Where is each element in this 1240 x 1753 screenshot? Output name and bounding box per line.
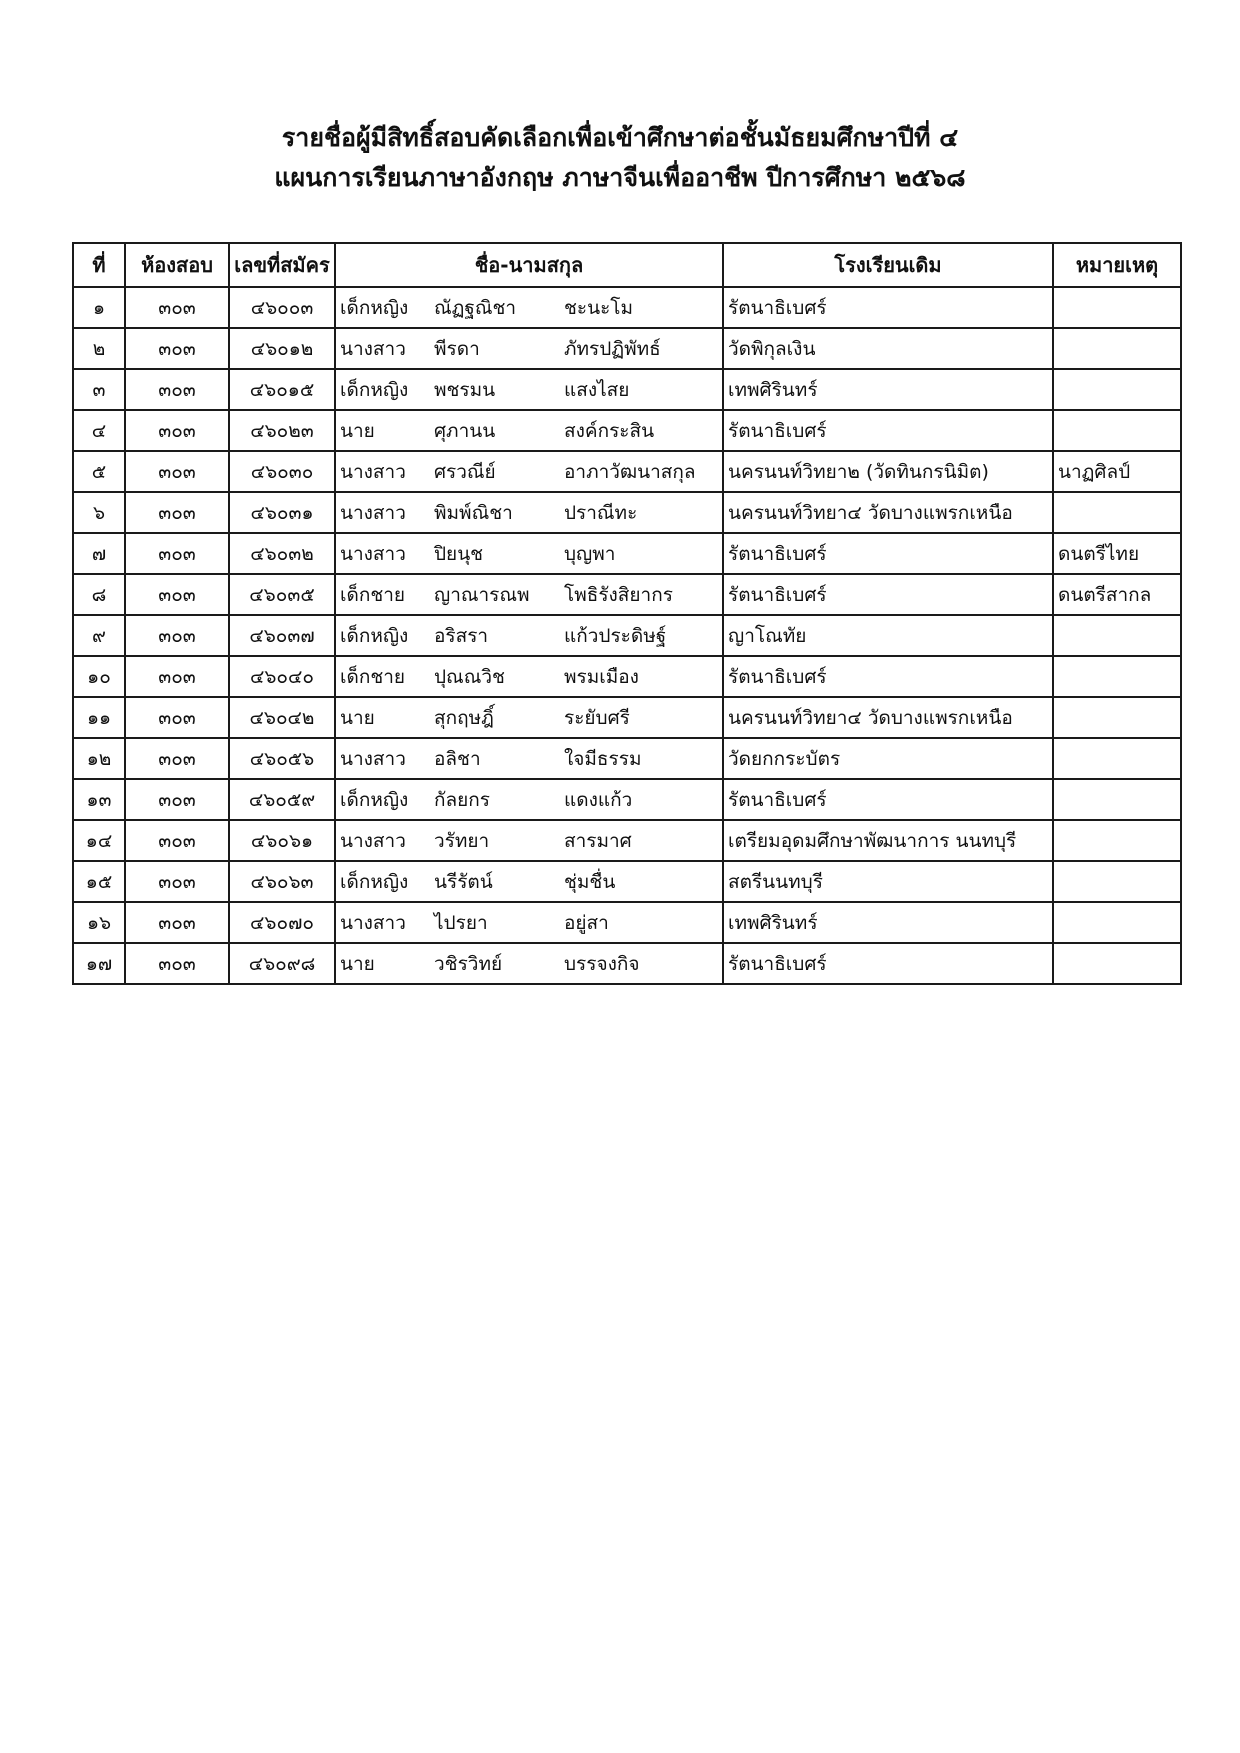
first-name: วรัทยา xyxy=(434,829,490,852)
cell-note xyxy=(1053,492,1181,533)
last-name: แสงไสย xyxy=(564,378,630,401)
last-name: บุญพา xyxy=(564,542,616,565)
last-name: ชุ่มชื่น xyxy=(564,870,616,893)
cell-no: ๑ xyxy=(73,287,125,328)
cell-name xyxy=(335,492,723,533)
table-row xyxy=(73,902,1181,943)
cell-no: ๑๖ xyxy=(73,902,125,943)
last-name: อยู่สา xyxy=(564,911,609,934)
title-line-1: รายชื่อผู้มีสิทธิ์สอบคัดเลือกเพื่อเข้าศึกษาต่อชั้นมัธยมศึกษาปีที่ ๔ xyxy=(281,123,959,152)
last-name: ชะนะโม xyxy=(564,296,634,319)
table-row xyxy=(73,533,1181,574)
cell-no: ๒ xyxy=(73,328,125,369)
cell-note xyxy=(1053,779,1181,820)
cell-room: ๓๐๓ xyxy=(125,574,229,615)
cell-room: ๓๐๓ xyxy=(125,902,229,943)
cell-note: ดนตรีสากล xyxy=(1053,574,1181,615)
first-name: ณัฏฐณิชา xyxy=(434,296,517,319)
cell-room: ๓๐๓ xyxy=(125,410,229,451)
cell-name xyxy=(335,533,723,574)
candidate-table xyxy=(72,242,1182,985)
first-name: กัลยกร xyxy=(434,788,490,811)
cell-room: ๓๐๓ xyxy=(125,533,229,574)
cell-room: ๓๐๓ xyxy=(125,738,229,779)
header-school: โรงเรียนเดิม xyxy=(723,243,1053,287)
cell-school: วัดยกกระบัตร xyxy=(723,738,1053,779)
table-row xyxy=(73,779,1181,820)
table-header-row xyxy=(73,243,1181,287)
cell-note xyxy=(1053,943,1181,984)
header-application-no: เลขที่สมัคร xyxy=(229,243,335,287)
cell-name xyxy=(335,820,723,861)
table-row xyxy=(73,656,1181,697)
last-name: สารมาศ xyxy=(564,829,632,852)
cell-no: ๓ xyxy=(73,369,125,410)
name-prefix: เด็กหญิง xyxy=(340,870,409,893)
last-name: สงค์กระสิน xyxy=(564,419,655,442)
cell-room: ๓๐๓ xyxy=(125,943,229,984)
cell-application-no: ๔๖๐๓๑ xyxy=(229,492,335,533)
cell-school: รัตนาธิเบศร์ xyxy=(723,656,1053,697)
first-name: พชรมน xyxy=(434,378,496,401)
cell-no: ๗ xyxy=(73,533,125,574)
cell-school: รัตนาธิเบศร์ xyxy=(723,287,1053,328)
table-row xyxy=(73,451,1181,492)
last-name: ใจมีธรรม xyxy=(564,747,642,770)
cell-school: รัตนาธิเบศร์ xyxy=(723,574,1053,615)
header-room: ห้องสอบ xyxy=(125,243,229,287)
cell-name xyxy=(335,779,723,820)
name-prefix: นางสาว xyxy=(340,337,406,360)
cell-school: เทพศิรินทร์ xyxy=(723,369,1053,410)
cell-application-no: ๔๖๐๑๕ xyxy=(229,369,335,410)
table-row xyxy=(73,369,1181,410)
header-name: ชื่อ-นามสกุล xyxy=(335,243,723,287)
cell-note xyxy=(1053,656,1181,697)
first-name: พิมพ์ณิชา xyxy=(434,501,513,524)
cell-no: ๑๓ xyxy=(73,779,125,820)
table-row xyxy=(73,943,1181,984)
last-name: ภัทรปฏิพัทธ์ xyxy=(564,337,661,360)
cell-name xyxy=(335,738,723,779)
last-name: บรรจงกิจ xyxy=(564,952,640,975)
table-row xyxy=(73,410,1181,451)
cell-room: ๓๐๓ xyxy=(125,492,229,533)
first-name: ปุณณวิช xyxy=(434,665,505,688)
first-name: ปิยนุช xyxy=(434,542,484,565)
cell-school: ญาโณทัย xyxy=(723,615,1053,656)
table-row xyxy=(73,697,1181,738)
cell-application-no: ๔๖๐๕๙ xyxy=(229,779,335,820)
cell-name xyxy=(335,656,723,697)
cell-room: ๓๐๓ xyxy=(125,656,229,697)
first-name: ศุภานน xyxy=(434,419,496,442)
cell-school: รัตนาธิเบศร์ xyxy=(723,410,1053,451)
cell-no: ๕ xyxy=(73,451,125,492)
cell-no: ๔ xyxy=(73,410,125,451)
name-prefix: เด็กหญิง xyxy=(340,624,409,647)
last-name: ปราณีทะ xyxy=(564,501,638,524)
cell-no: ๑๑ xyxy=(73,697,125,738)
cell-room: ๓๐๓ xyxy=(125,451,229,492)
name-prefix: เด็กหญิง xyxy=(340,296,409,319)
cell-name xyxy=(335,943,723,984)
cell-school: เตรียมอุดมศึกษาพัฒนาการ นนทบุรี xyxy=(723,820,1053,861)
cell-school: เทพศิรินทร์ xyxy=(723,902,1053,943)
name-prefix: นางสาว xyxy=(340,460,406,483)
name-prefix: นาย xyxy=(340,952,375,975)
last-name: พรมเมือง xyxy=(564,665,639,688)
cell-room: ๓๐๓ xyxy=(125,779,229,820)
name-prefix: นางสาว xyxy=(340,911,406,934)
cell-note: นาฏศิลป์ xyxy=(1053,451,1181,492)
table-row xyxy=(73,615,1181,656)
first-name: พีรดา xyxy=(434,337,480,360)
header-no: ที่ xyxy=(73,243,125,287)
cell-note xyxy=(1053,615,1181,656)
name-prefix: เด็กหญิง xyxy=(340,788,409,811)
cell-name xyxy=(335,615,723,656)
cell-name xyxy=(335,697,723,738)
cell-application-no: ๔๖๐๒๓ xyxy=(229,410,335,451)
header-note: หมายเหตุ xyxy=(1053,243,1181,287)
first-name: ศรวณีย์ xyxy=(434,460,496,483)
cell-no: ๘ xyxy=(73,574,125,615)
cell-room: ๓๐๓ xyxy=(125,697,229,738)
cell-application-no: ๔๖๐๓๗ xyxy=(229,615,335,656)
cell-application-no: ๔๖๐๔๒ xyxy=(229,697,335,738)
cell-note xyxy=(1053,369,1181,410)
cell-note xyxy=(1053,820,1181,861)
cell-application-no: ๔๖๐๙๘ xyxy=(229,943,335,984)
cell-school: นครนนท์วิทยา๔ วัดบางแพรกเหนือ xyxy=(723,492,1053,533)
first-name: ญาณารณพ xyxy=(434,583,530,606)
cell-no: ๙ xyxy=(73,615,125,656)
first-name: นรีรัตน์ xyxy=(434,870,493,893)
cell-note xyxy=(1053,697,1181,738)
table-row xyxy=(73,574,1181,615)
cell-room: ๓๐๓ xyxy=(125,369,229,410)
name-prefix: นางสาว xyxy=(340,829,406,852)
cell-no: ๑๔ xyxy=(73,820,125,861)
cell-application-no: ๔๖๐๓๕ xyxy=(229,574,335,615)
first-name: ไปรยา xyxy=(434,911,488,934)
cell-name xyxy=(335,861,723,902)
cell-note xyxy=(1053,902,1181,943)
cell-note: ดนตรีไทย xyxy=(1053,533,1181,574)
cell-name xyxy=(335,410,723,451)
table-row xyxy=(73,492,1181,533)
cell-no: ๑๕ xyxy=(73,861,125,902)
cell-no: ๑๐ xyxy=(73,656,125,697)
last-name: ระยับศรี xyxy=(564,706,630,729)
table-row xyxy=(73,287,1181,328)
last-name: โพธิรังสิยากร xyxy=(564,583,673,606)
cell-note xyxy=(1053,328,1181,369)
cell-application-no: ๔๖๐๖๓ xyxy=(229,861,335,902)
cell-school: นครนนท์วิทยา๒ (วัดทินกรนิมิต) xyxy=(723,451,1053,492)
table-row xyxy=(73,738,1181,779)
name-prefix: เด็กชาย xyxy=(340,665,406,688)
name-prefix: นางสาว xyxy=(340,501,406,524)
cell-application-no: ๔๖๐๓๒ xyxy=(229,533,335,574)
cell-note xyxy=(1053,738,1181,779)
cell-name xyxy=(335,902,723,943)
name-prefix: นางสาว xyxy=(340,542,406,565)
first-name: อริสรา xyxy=(434,624,489,647)
cell-application-no: ๔๖๐๐๓ xyxy=(229,287,335,328)
cell-school: รัตนาธิเบศร์ xyxy=(723,533,1053,574)
table-row xyxy=(73,861,1181,902)
cell-application-no: ๔๖๐๗๐ xyxy=(229,902,335,943)
title-line-2: แผนการเรียนภาษาอังกฤษ ภาษาจีนเพื่ออาชีพ ปีการศึกษา ๒๕๖๘ xyxy=(274,163,966,192)
cell-note xyxy=(1053,410,1181,451)
cell-no: ๑๗ xyxy=(73,943,125,984)
name-prefix: นางสาว xyxy=(340,747,406,770)
cell-school: วัดพิกุลเงิน xyxy=(723,328,1053,369)
cell-name xyxy=(335,328,723,369)
cell-school: สตรีนนทบุรี xyxy=(723,861,1053,902)
first-name: วชิรวิทย์ xyxy=(434,952,503,975)
cell-no: ๑๒ xyxy=(73,738,125,779)
name-prefix: นาย xyxy=(340,706,375,729)
document-title xyxy=(0,118,1240,198)
first-name: สุกฤษฎิ์ xyxy=(434,706,494,729)
first-name: อลิชา xyxy=(434,747,481,770)
table-row xyxy=(73,328,1181,369)
cell-school: รัตนาธิเบศร์ xyxy=(723,943,1053,984)
cell-room: ๓๐๓ xyxy=(125,328,229,369)
cell-name xyxy=(335,451,723,492)
last-name: แดงแก้ว xyxy=(564,788,633,811)
cell-note xyxy=(1053,861,1181,902)
cell-application-no: ๔๖๐๕๖ xyxy=(229,738,335,779)
cell-application-no: ๔๖๐๖๑ xyxy=(229,820,335,861)
name-prefix: เด็กชาย xyxy=(340,583,406,606)
cell-room: ๓๐๓ xyxy=(125,861,229,902)
last-name: อาภาวัฒนาสกุล xyxy=(564,460,696,483)
cell-room: ๓๐๓ xyxy=(125,615,229,656)
cell-application-no: ๔๖๐๓๐ xyxy=(229,451,335,492)
cell-no: ๖ xyxy=(73,492,125,533)
cell-name xyxy=(335,574,723,615)
cell-school: นครนนท์วิทยา๔ วัดบางแพรกเหนือ xyxy=(723,697,1053,738)
cell-room: ๓๐๓ xyxy=(125,287,229,328)
cell-name xyxy=(335,369,723,410)
last-name: แก้วประดิษฐ์ xyxy=(564,624,667,647)
name-prefix: นาย xyxy=(340,419,375,442)
cell-note xyxy=(1053,287,1181,328)
cell-school: รัตนาธิเบศร์ xyxy=(723,779,1053,820)
name-prefix: เด็กหญิง xyxy=(340,378,409,401)
cell-application-no: ๔๖๐๑๒ xyxy=(229,328,335,369)
cell-application-no: ๔๖๐๔๐ xyxy=(229,656,335,697)
table-row xyxy=(73,820,1181,861)
cell-name xyxy=(335,287,723,328)
cell-room: ๓๐๓ xyxy=(125,820,229,861)
